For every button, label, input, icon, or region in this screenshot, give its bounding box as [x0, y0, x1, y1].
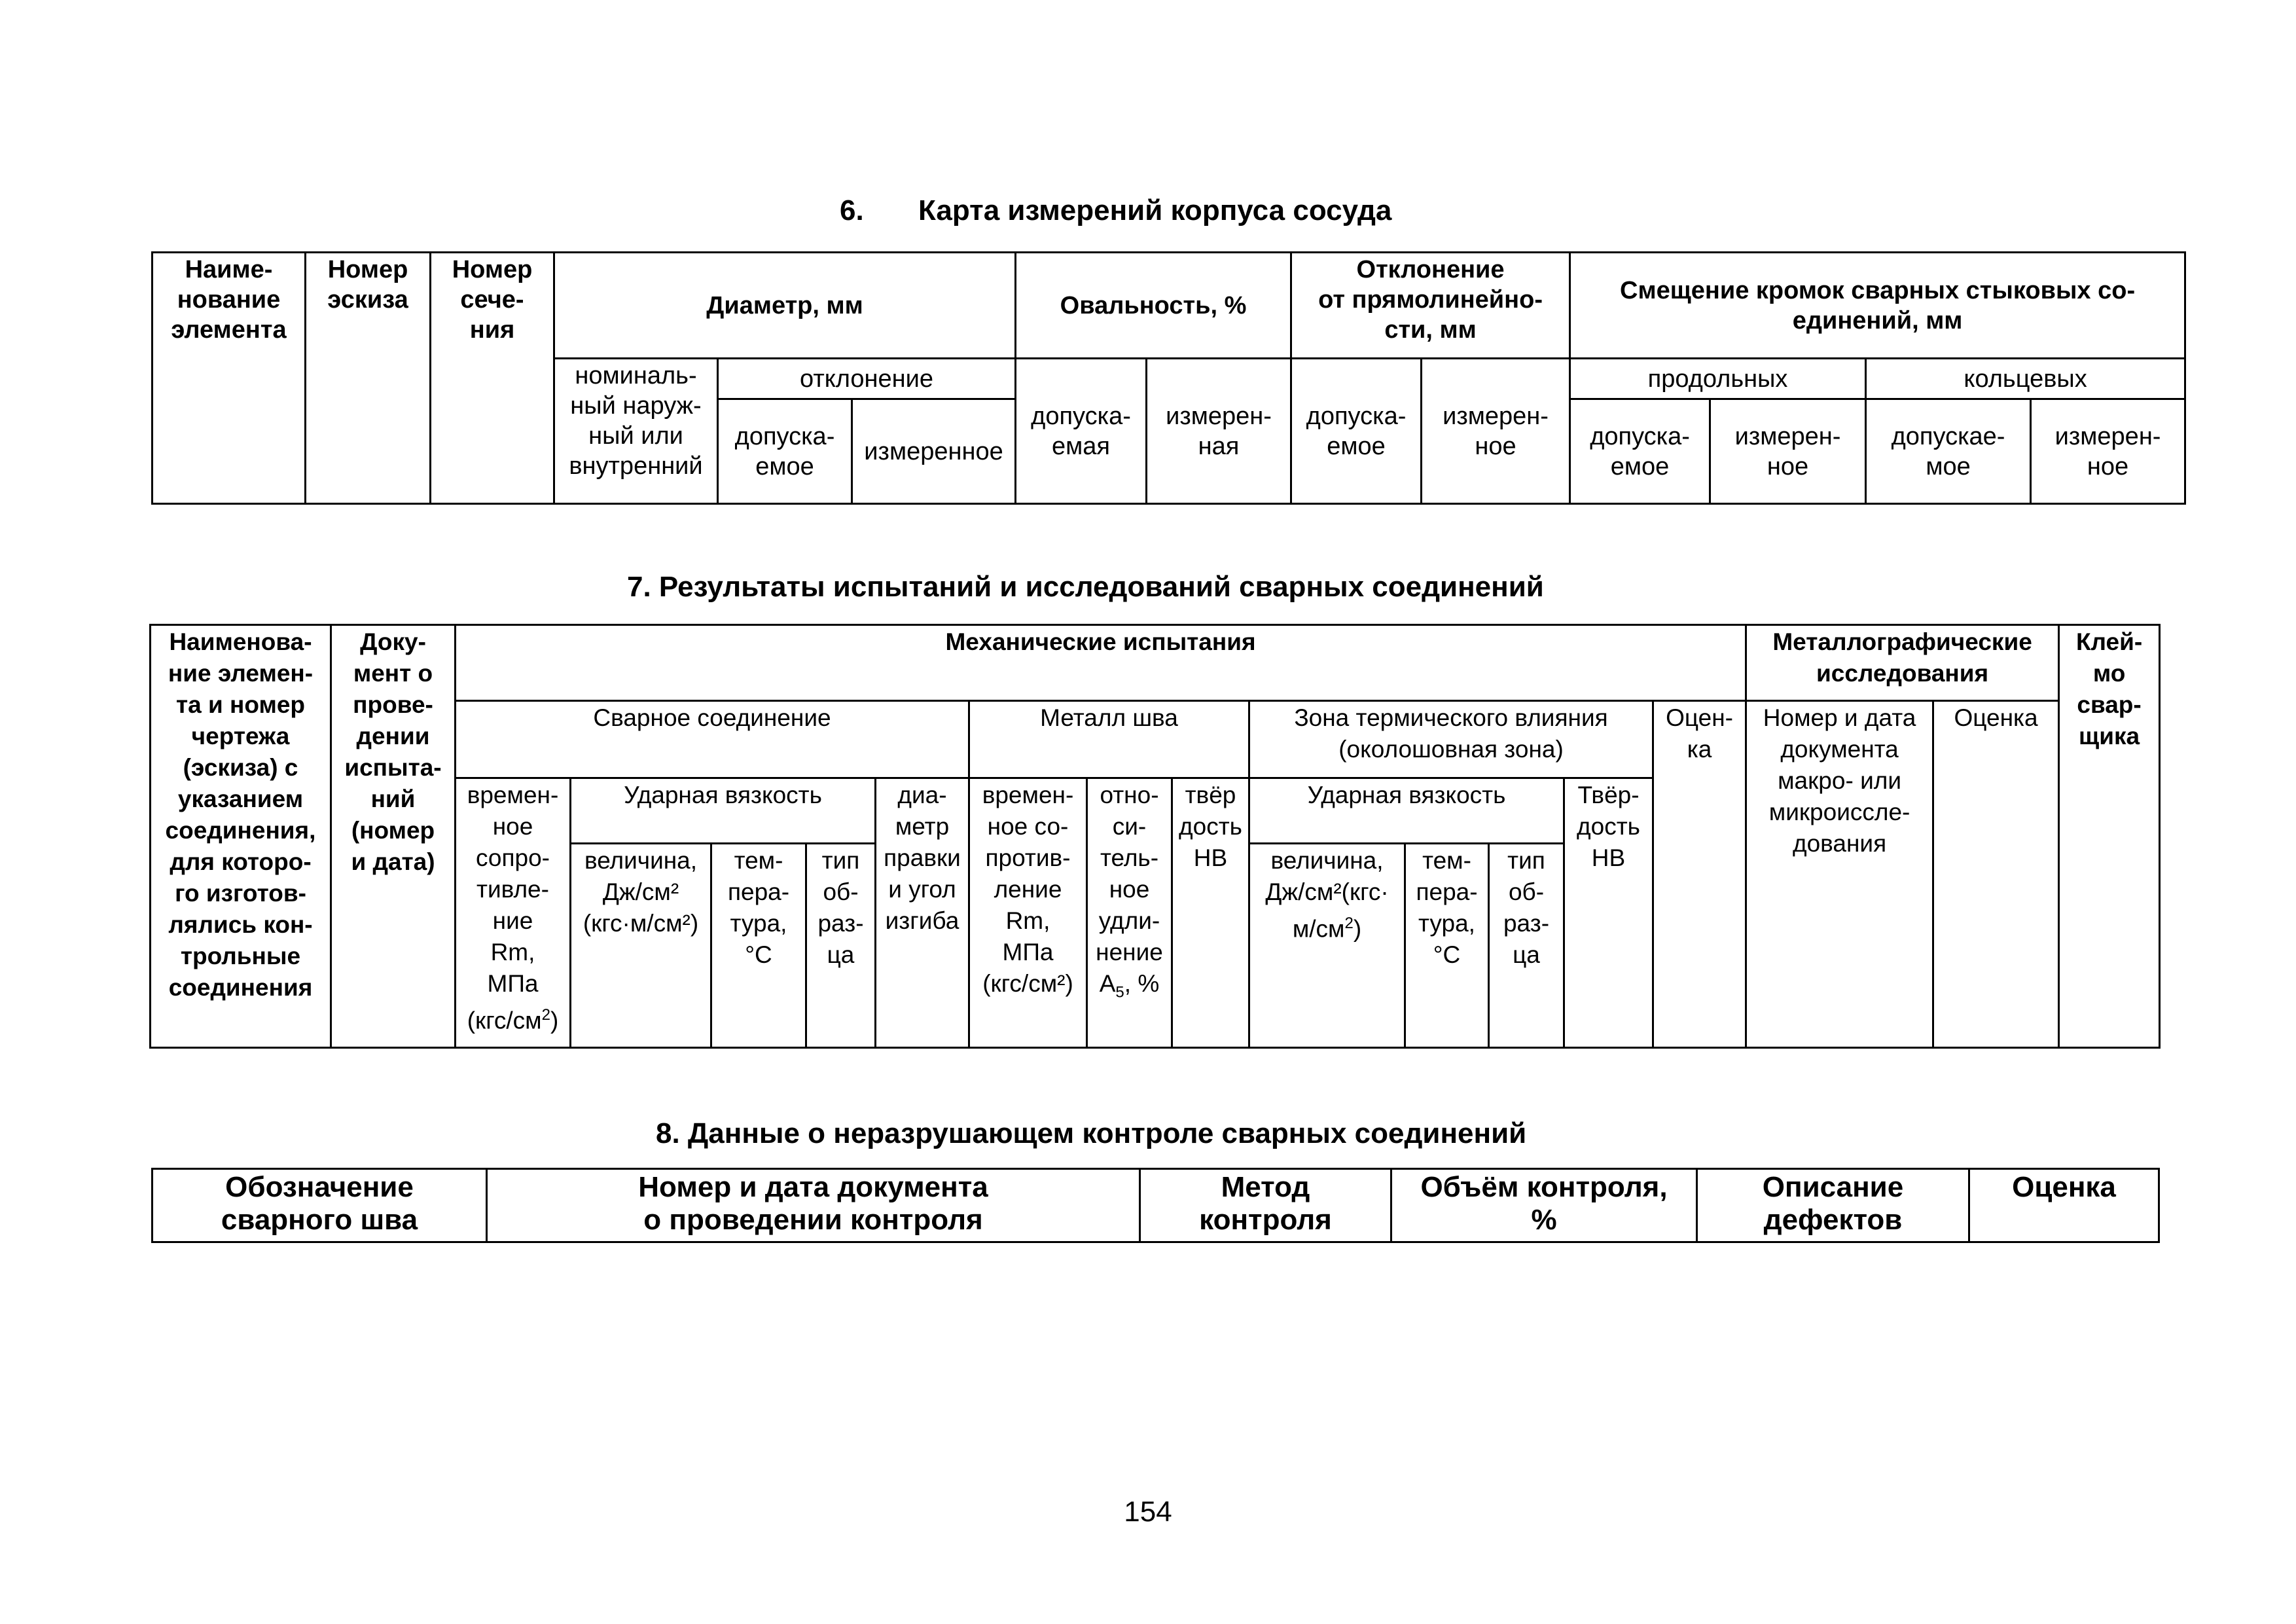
header-circular-measured: измерен- ное: [2031, 399, 2185, 504]
header-test-element-name: Наименова- ние элемен- та и номер чертежа (эскиза) с указанием соединения, для которо- го изготов- лялись кон- трольные соединения: [151, 625, 331, 1048]
header-weld-metal-hardness: твёр дость НВ: [1172, 778, 1249, 1048]
header-weld-designation: Обозначение сварного шва: [152, 1169, 487, 1242]
section-6-title: [840, 194, 1391, 227]
header-nominal-diameter: номиналь- ный наруж- ный или внутренний: [554, 359, 718, 504]
header-weld-joint: Сварное соединение: [456, 701, 969, 778]
header-tensile-strength: времен- ное сопро- тивле- ние Rm, МПа $(кгс/см^2)$: [456, 778, 571, 1048]
header-control-document: Номер и дата документа о проведении контроля: [487, 1169, 1140, 1242]
header-metallographic: Металлографические исследования: [1746, 625, 2059, 701]
header-deviation: отклонение: [718, 359, 1016, 399]
header-edge-offset: Смещение кромок сварных стыковых со- единений, мм: [1570, 253, 2185, 359]
header-ovality-allowable: допуска- емая: [1016, 359, 1147, 504]
header-ndt-grade: Оценка: [1969, 1169, 2159, 1242]
vessel-measurement-table: [151, 251, 2186, 505]
header-haz-temperature: тем- пера- тура, °С: [1405, 844, 1489, 1048]
header-sketch-number: Номер эскиза: [306, 253, 431, 504]
header-impact-value: величина, Дж/см² (кгс·м/см²): [571, 844, 711, 1048]
header-macro-micro-document: Номер и дата документа макро- или микроиссле- дования: [1746, 701, 1933, 1048]
header-straightness-measured: измерен- ное: [1422, 359, 1570, 504]
ndt-table: [151, 1168, 2160, 1243]
header-ovality-measured: измерен- ная: [1147, 359, 1291, 504]
section-6-number: 6.: [840, 194, 864, 226]
header-haz-specimen-type: тип об- раз- ца: [1489, 844, 1564, 1048]
header-weld-metal: Металл шва: [969, 701, 1249, 778]
section-8-title: 8. Данные о неразрушающем контроле сварных соединений: [656, 1117, 1527, 1149]
header-impact-temperature: тем- пера- тура, °С: [711, 844, 806, 1048]
header-mechanical-tests: Механические испытания: [456, 625, 1746, 701]
header-straightness-allowable: допуска- емое: [1291, 359, 1422, 504]
weld-test-results-table: [149, 624, 2161, 1049]
header-circular: кольцевых: [1866, 359, 2185, 399]
header-defect-description: Описание дефектов: [1697, 1169, 1969, 1242]
header-element-name: Наиме- нование элемента: [152, 253, 306, 504]
header-mandrel-diameter: диа- метр правки и угол изгиба: [876, 778, 969, 1048]
page-number: 154: [1124, 1496, 1172, 1528]
header-specimen-type: тип об- раз- ца: [806, 844, 876, 1048]
header-section-number: Номер сече- ния: [431, 253, 554, 504]
header-longitudinal: продольных: [1570, 359, 1866, 399]
section-7-title: 7. Результаты испытаний и исследований сварных соединений: [627, 571, 1544, 603]
header-control-scope: Объём контроля, %: [1391, 1169, 1697, 1242]
section-6-title-text: Карта измерений корпуса сосуда: [918, 194, 1392, 226]
header-longitudinal-measured: измерен- ное: [1710, 399, 1866, 504]
header-deviation-measured: измеренное: [852, 399, 1016, 504]
header-haz-impact-value: величина, Дж/см²(кгс· $м/см^2$): [1249, 844, 1405, 1048]
header-haz-impact-strength: Ударная вязкость: [1249, 778, 1564, 844]
header-longitudinal-allowable: допуска- емое: [1570, 399, 1710, 504]
header-mechanical-grade: Оцен- ка: [1653, 701, 1746, 1048]
header-test-document: Доку- мент о прове- дении испыта- ний (номер и дата): [331, 625, 456, 1048]
header-straightness: Отклонение от прямолинейно- сти, мм: [1291, 253, 1570, 359]
header-weld-metal-tensile: времен- ное со- против- ление Rm, МПа (кгс/см²): [969, 778, 1087, 1048]
header-diameter: Диаметр, мм: [554, 253, 1016, 359]
header-haz-hardness: Твёр- дость НВ: [1564, 778, 1653, 1048]
header-metallographic-grade: Оценка: [1933, 701, 2059, 1048]
header-impact-strength: Ударная вязкость: [571, 778, 876, 844]
header-welder-stamp: Клей- мо свар- щика: [2059, 625, 2160, 1048]
header-elongation: отно- си- тель- ное удли- нение $A_5$, %: [1087, 778, 1172, 1048]
header-deviation-allowable: допуска- емое: [718, 399, 852, 504]
header-control-method: Метод контроля: [1140, 1169, 1391, 1242]
header-heat-affected-zone: Зона термического влияния (околошовная зона): [1249, 701, 1653, 778]
header-circular-allowable: допускае- мое: [1866, 399, 2031, 504]
header-ovality: Овальность, %: [1016, 253, 1291, 359]
